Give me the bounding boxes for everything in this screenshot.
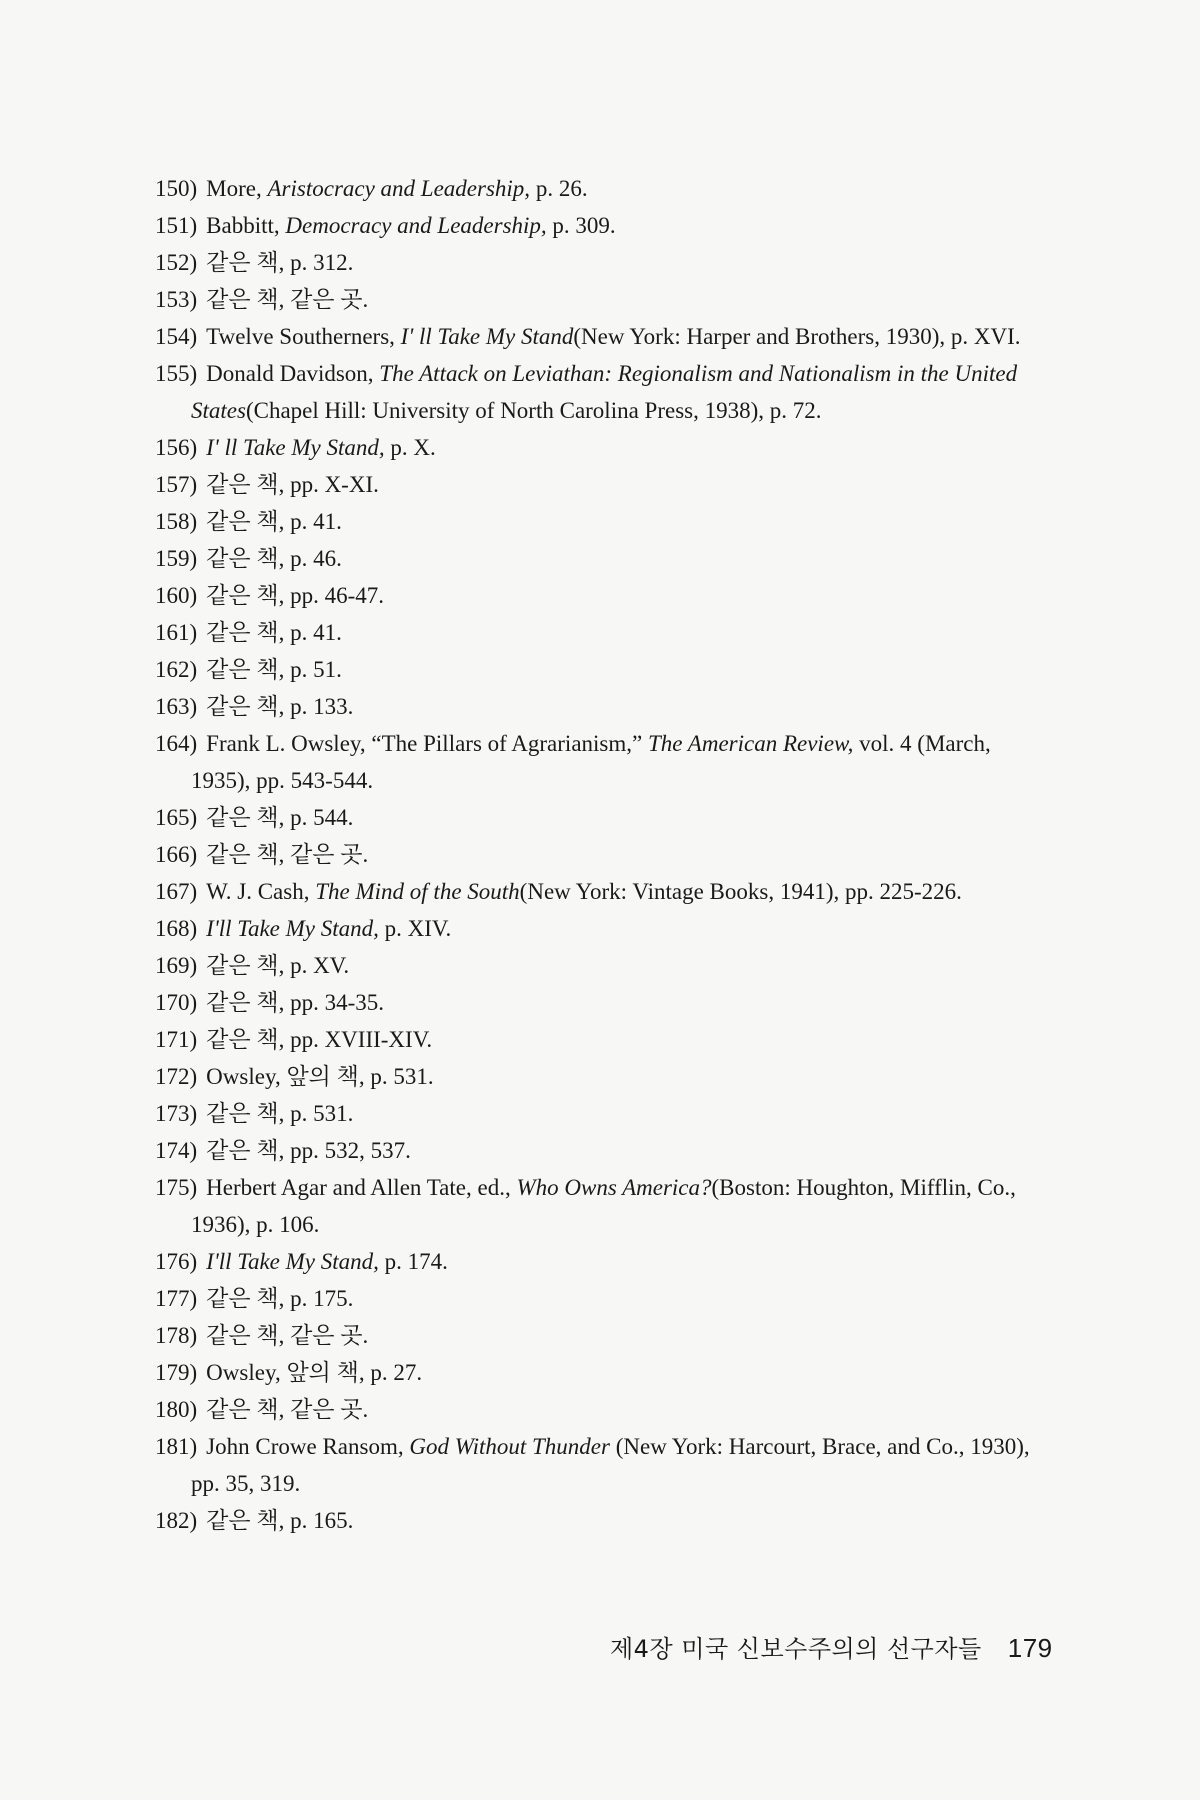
endnote-text: 같은 책, p. 46. [206, 546, 342, 571]
endnote-item [155, 281, 1035, 318]
endnote-number: 157) [155, 472, 198, 497]
endnote-item [155, 355, 1035, 429]
endnote-number: 156) [155, 435, 198, 460]
endnote-text: 같은 책, p. 531. [206, 1101, 354, 1126]
endnote-number: 166) [155, 842, 198, 867]
endnote-text: Herbert Agar and Allen Tate, ed., [206, 1175, 517, 1200]
endnote-item [155, 503, 1035, 540]
endnote-citation: p. XIV. [378, 916, 452, 941]
endnote-title: I'll Take My Stand, [206, 916, 379, 941]
endnote-text: W. J. Cash, [206, 879, 316, 904]
endnote-item [155, 244, 1035, 281]
endnote-number: 160) [155, 583, 198, 608]
endnote-text: 같은 책, p. 312. [206, 250, 354, 275]
endnote-number: 176) [155, 1249, 198, 1274]
endnote-text: 같은 책, p. 175. [206, 1286, 354, 1311]
endnote-item [155, 1280, 1035, 1317]
endnote-title: Aristocracy and Leadership, [267, 176, 531, 201]
endnote-number: 168) [155, 916, 198, 941]
endnote-item [155, 1354, 1035, 1391]
endnote-item [155, 688, 1035, 725]
endnote-item [155, 910, 1035, 947]
endnote-number: 170) [155, 990, 198, 1015]
endnote-item [155, 1317, 1035, 1354]
endnote-number: 174) [155, 1138, 198, 1163]
endnote-number: 179) [155, 1360, 198, 1385]
endnote-item [155, 170, 1035, 207]
endnote-title: Who Owns America? [516, 1175, 712, 1200]
endnote-text: 같은 책, pp. X-XI. [206, 472, 379, 497]
endnote-text: 같은 책, p. 41. [206, 620, 342, 645]
endnote-number: 178) [155, 1323, 198, 1348]
endnote-title: The Mind of the South [315, 879, 520, 904]
endnote-number: 162) [155, 657, 198, 682]
endnote-text: 같은 책, pp. 34-35. [206, 990, 384, 1015]
endnote-number: 155) [155, 361, 198, 386]
endnote-text: 같은 책, p. 544. [206, 805, 354, 830]
chapter-title: 제4장 미국 신보수주의의 선구자들 [610, 1635, 982, 1663]
endnote-number: 180) [155, 1397, 198, 1422]
endnote-item [155, 1132, 1035, 1169]
endnote-item [155, 1058, 1035, 1095]
endnote-text: Owsley, 앞의 책, p. 531. [206, 1064, 434, 1089]
endnote-text: 같은 책, pp. 46-47. [206, 583, 384, 608]
endnote-title: I' ll Take My Stand, [206, 435, 385, 460]
endnotes-list [155, 170, 1035, 1539]
endnote-text: 같은 책, pp. 532, 537. [206, 1138, 411, 1163]
endnote-item [155, 207, 1035, 244]
endnote-number: 163) [155, 694, 198, 719]
endnote-citation: p. X. [384, 435, 436, 460]
endnote-text: 같은 책, p. 41. [206, 509, 342, 534]
endnote-text: 같은 책, 같은 곳. [206, 287, 369, 312]
endnote-number: 177) [155, 1286, 198, 1311]
endnote-number: 152) [155, 250, 198, 275]
endnote-text: 같은 책, p. 165. [206, 1508, 354, 1533]
endnote-item [155, 1021, 1035, 1058]
endnote-text: 같은 책, p. XV. [206, 953, 350, 978]
endnote-citation: (New York: Harper and Brothers, 1930), p. XVI. [573, 324, 1021, 349]
endnote-citation: (Chapel Hill: University of North Carolina Press, 1938), p. 72. [245, 398, 822, 423]
endnote-item [155, 873, 1035, 910]
endnote-number: 159) [155, 546, 198, 571]
endnote-item [155, 725, 1035, 799]
endnote-title: I' ll Take My Stand [400, 324, 574, 349]
endnote-number: 171) [155, 1027, 198, 1052]
endnote-title: I'll Take My Stand, [206, 1249, 379, 1274]
endnote-text: 같은 책, p. 133. [206, 694, 354, 719]
endnote-number: 172) [155, 1064, 198, 1089]
endnote-item [155, 1169, 1035, 1243]
endnote-item [155, 1502, 1035, 1539]
endnote-text: 같은 책, 같은 곳. [206, 1397, 369, 1422]
endnote-citation: vol. 4 (March, 1935), pp. 543-544. [191, 731, 991, 793]
endnote-number: 173) [155, 1101, 198, 1126]
endnote-citation: (Boston: Houghton, Mifflin, Co., 1936), p. 106. [191, 1175, 1016, 1237]
endnote-number: 165) [155, 805, 198, 830]
endnote-item [155, 1391, 1035, 1428]
endnote-number: 151) [155, 213, 198, 238]
endnote-item [155, 799, 1035, 836]
endnote-text: 같은 책, 같은 곳. [206, 842, 369, 867]
endnote-text: Donald Davidson, [206, 361, 380, 386]
endnote-item [155, 651, 1035, 688]
endnote-item [155, 947, 1035, 984]
endnote-item [155, 429, 1035, 466]
endnote-citation: p. 309. [546, 213, 616, 238]
endnote-item [155, 1243, 1035, 1280]
endnote-number: 158) [155, 509, 198, 534]
endnote-item [155, 984, 1035, 1021]
endnote-text: 같은 책, 같은 곳. [206, 1323, 369, 1348]
endnote-text: Twelve Southerners, [206, 324, 401, 349]
endnote-number: 169) [155, 953, 198, 978]
endnote-text: Owsley, 앞의 책, p. 27. [206, 1360, 423, 1385]
endnote-text: 같은 책, p. 51. [206, 657, 342, 682]
endnote-number: 175) [155, 1175, 198, 1200]
running-footer [610, 1632, 1053, 1665]
endnote-number: 182) [155, 1508, 198, 1533]
endnote-title: God Without Thunder [409, 1434, 610, 1459]
endnote-text: Babbitt, [206, 213, 286, 238]
endnote-item [155, 614, 1035, 651]
endnote-item [155, 540, 1035, 577]
endnote-item [155, 1428, 1035, 1502]
endnote-number: 150) [155, 176, 198, 201]
endnote-item [155, 577, 1035, 614]
page-number: 179 [1007, 1633, 1053, 1663]
endnote-text: John Crowe Ransom, [206, 1434, 410, 1459]
endnote-citation: (New York: Vintage Books, 1941), pp. 225-226. [519, 879, 962, 904]
endnote-citation: (New York: Harcourt, Brace, and Co., 1930), pp. 35, 319. [191, 1434, 1030, 1496]
endnote-number: 154) [155, 324, 198, 349]
endnote-text: Frank L. Owsley, “The Pillars of Agrarianism,” [206, 731, 648, 756]
endnote-citation: p. 174. [378, 1249, 448, 1274]
endnote-number: 164) [155, 731, 198, 756]
endnote-number: 161) [155, 620, 198, 645]
endnote-text: More, [206, 176, 268, 201]
endnote-text: 같은 책, pp. XVIII-XIV. [206, 1027, 433, 1052]
endnote-item [155, 318, 1035, 355]
endnote-title: The American Review, [647, 731, 854, 756]
endnote-item [155, 466, 1035, 503]
endnote-number: 181) [155, 1434, 198, 1459]
endnote-item [155, 1095, 1035, 1132]
endnote-number: 167) [155, 879, 198, 904]
endnote-number: 153) [155, 287, 198, 312]
endnote-citation: p. 26. [530, 176, 588, 201]
endnote-item [155, 836, 1035, 873]
endnote-title: Democracy and Leadership, [285, 213, 547, 238]
endnote-title: The Attack on Leviathan: Regionalism and Nationalism in the United States [191, 361, 1018, 423]
